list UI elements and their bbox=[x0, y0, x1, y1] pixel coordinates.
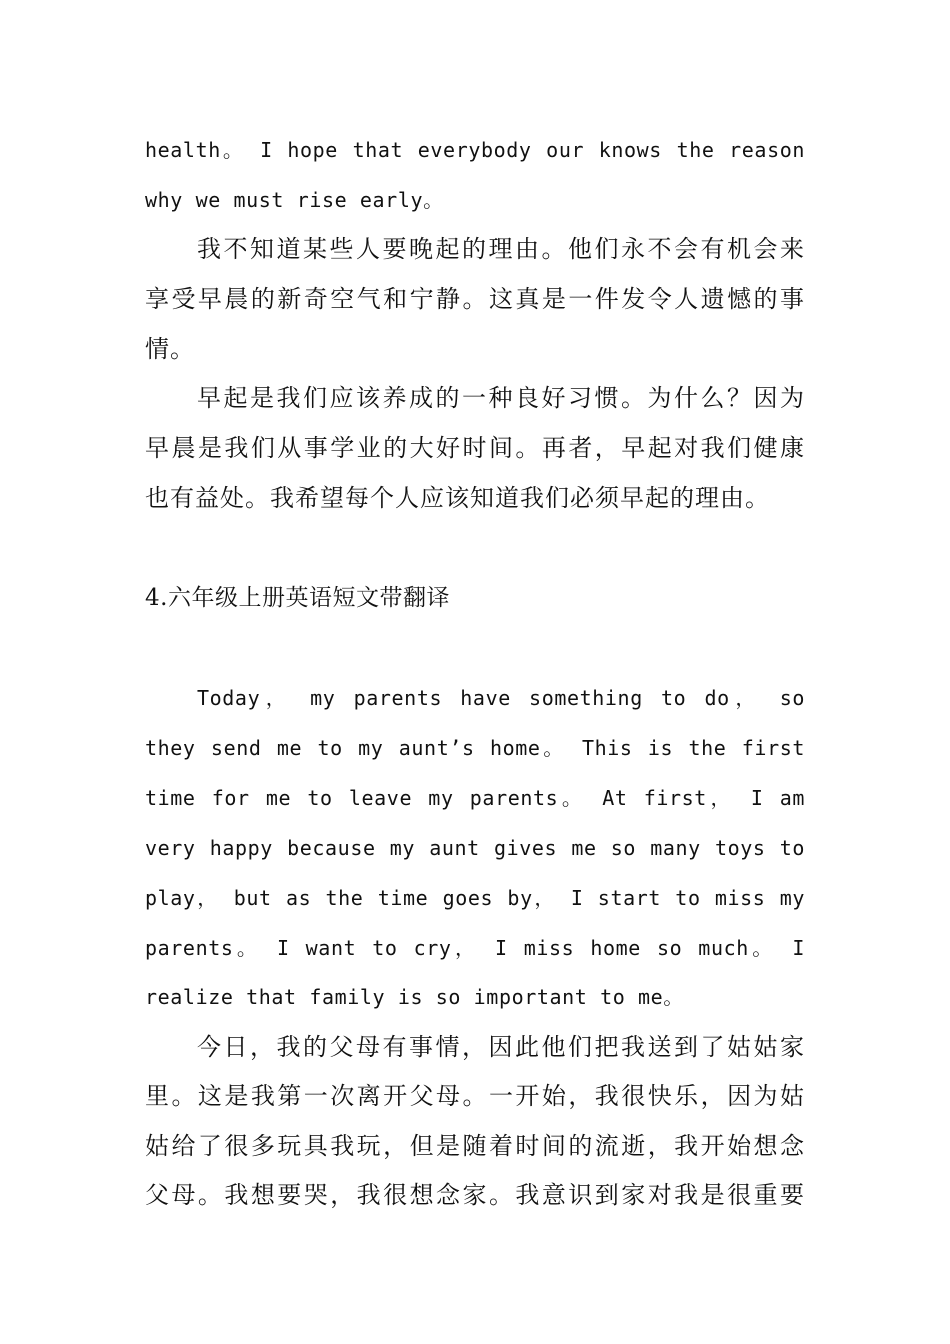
chinese-text-line: 早晨是我们从事学业的大好时间。再者，早起对我们健康 bbox=[145, 434, 805, 462]
chinese-text-line: 里。这是我第一次离开父母。一开始，我很快乐，因为姑 bbox=[145, 1082, 805, 1110]
english-text-line: Today， my parents have something to do， so bbox=[197, 686, 805, 710]
english-text-line: parents。 I want to cry， I miss home so much。 I bbox=[145, 936, 805, 960]
chinese-text-line: 享受早晨的新奇空气和宁静。这真是一件发令人遗憾的事 bbox=[145, 285, 805, 313]
english-text-line: health。 I hope that everybody our knows the reason bbox=[145, 138, 805, 162]
chinese-text-line: 我不知道某些人要晚起的理由。他们永不会有机会来 bbox=[197, 235, 805, 263]
chinese-text-line: 父母。我想要哭，我很想念家。我意识到家对我是很重要 bbox=[145, 1181, 805, 1209]
chinese-text-line: 姑给了很多玩具我玩，但是随着时间的流逝，我开始想念 bbox=[145, 1132, 805, 1160]
chinese-text-line: 今日，我的父母有事情，因此他们把我送到了姑姑家 bbox=[197, 1033, 805, 1061]
chinese-text-line: 情。 bbox=[145, 335, 195, 363]
english-text-line: very happy because my aunt gives me so many toys to bbox=[145, 836, 805, 860]
chinese-text-line: 也有益处。我希望每个人应该知道我们必须早起的理由。 bbox=[145, 484, 770, 512]
section-heading: 4.六年级上册英语短文带翻译 bbox=[145, 585, 450, 611]
chinese-text-line: 早起是我们应该养成的一种良好习惯。为什么？因为 bbox=[197, 384, 805, 412]
english-text-line: play， but as the time goes by， I start to miss my bbox=[145, 886, 805, 910]
english-text-line: time for me to leave my parents。 At first， I am bbox=[145, 786, 805, 810]
english-text-line: they send me to my aunt’s home。 This is the first bbox=[145, 736, 805, 760]
english-text-line: why we must rise early。 bbox=[145, 188, 444, 212]
english-text-line: realize that family is so important to me。 bbox=[145, 985, 684, 1009]
